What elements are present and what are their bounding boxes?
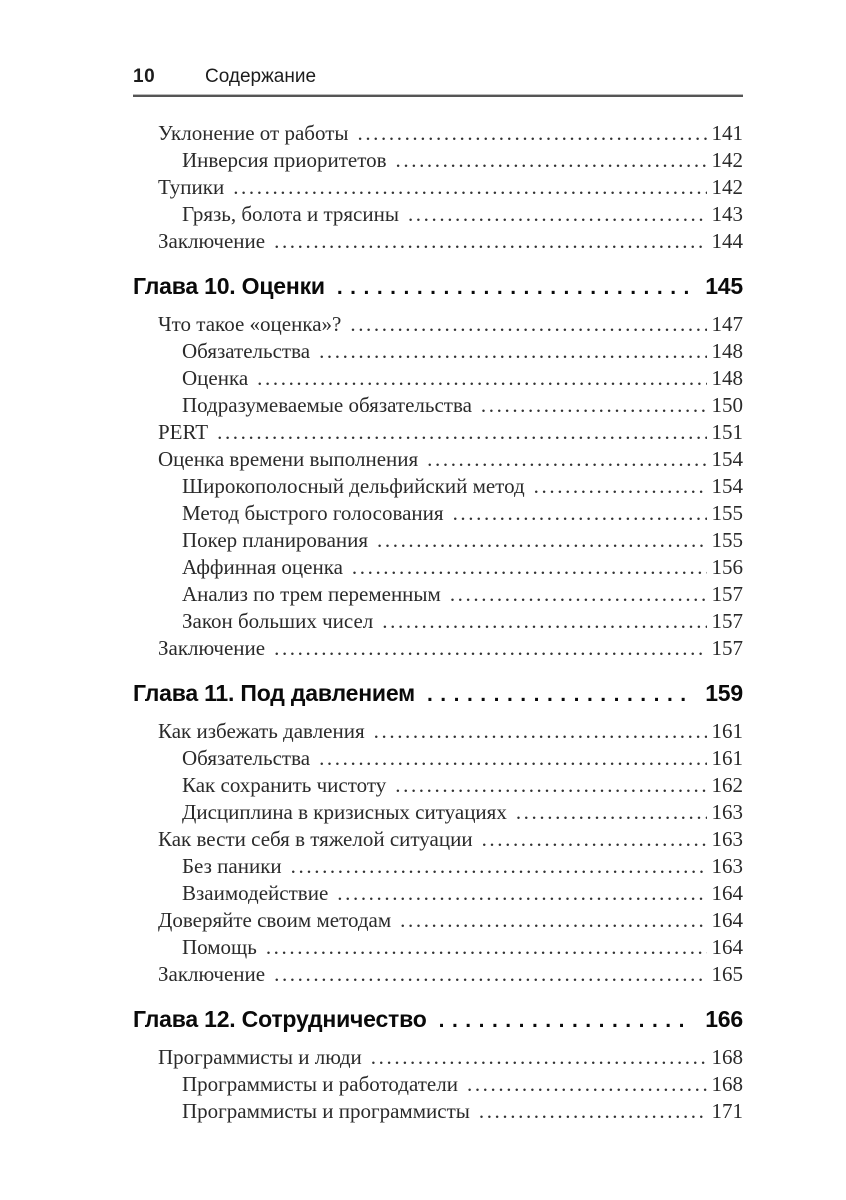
toc-entry-row <box>133 826 743 853</box>
dotted-leader <box>257 365 706 392</box>
dotted-leader <box>382 608 706 635</box>
toc-entry-title: PERT <box>158 420 209 444</box>
toc-entry-title: Инверсия приоритетов <box>182 148 387 172</box>
toc-entry-title: Как сохранить чистоту <box>182 773 387 797</box>
toc-entry-title: Покер планирования <box>182 528 369 552</box>
toc-page-number: 157 <box>711 582 743 606</box>
toc-entry-row <box>133 365 743 392</box>
toc-page-number: 142 <box>711 148 743 172</box>
dotted-leader <box>233 174 706 201</box>
dotted-leader <box>319 338 706 365</box>
toc-entry-row <box>133 1044 743 1071</box>
toc-chapter-row <box>133 272 743 302</box>
toc-entry-row <box>133 745 743 772</box>
dotted-leader <box>439 1005 690 1035</box>
dotted-leader <box>427 679 689 709</box>
toc-entry-row <box>133 853 743 880</box>
toc-chapter-title: Глава 12. Сотрудничество <box>133 1006 427 1032</box>
toc-entry-row <box>133 174 743 201</box>
dotted-leader <box>453 500 707 527</box>
toc-page-number: 161 <box>711 746 743 770</box>
toc-entry-title: Широкополосный дельфийский метод <box>182 474 525 498</box>
toc-entry-title: Подразумеваемые обязательства <box>182 393 472 417</box>
toc-entry-row <box>133 228 743 255</box>
dotted-leader <box>377 527 706 554</box>
toc-entry-title: Обязательства <box>182 746 311 770</box>
toc-page-number: 155 <box>711 528 743 552</box>
toc-page-number: 157 <box>711 609 743 633</box>
dotted-leader <box>481 392 707 419</box>
dotted-leader <box>274 961 706 988</box>
toc-page-number: 163 <box>711 827 743 851</box>
toc-entry-title: Как избежать давления <box>158 719 365 743</box>
dotted-leader <box>337 272 689 302</box>
toc-page-number: 171 <box>711 1099 743 1123</box>
toc-page-number: 163 <box>711 800 743 824</box>
toc-page-number: 143 <box>711 202 743 226</box>
toc-page-number: 154 <box>711 447 743 471</box>
dotted-leader <box>217 419 706 446</box>
toc-entry-row <box>133 934 743 961</box>
toc-page-number: 154 <box>711 474 743 498</box>
page-header <box>133 66 743 88</box>
toc-entry-title: Программисты и люди <box>158 1045 362 1069</box>
toc-page-number: 148 <box>711 366 743 390</box>
toc-entry-row <box>133 338 743 365</box>
toc-page-number: 157 <box>711 636 743 660</box>
dotted-leader <box>516 799 707 826</box>
toc-chapter-title: Глава 11. Под давлением <box>133 680 415 706</box>
dotted-leader <box>400 907 706 934</box>
toc-entry-row <box>133 147 743 174</box>
toc-entry-title: Взаимодействие <box>182 881 329 905</box>
toc-entry-row <box>133 500 743 527</box>
toc-page-number: 151 <box>711 420 743 444</box>
toc-entry-row <box>133 554 743 581</box>
dotted-leader <box>266 934 707 961</box>
toc-page-number: 162 <box>711 773 743 797</box>
toc-entry-title: Метод быстрого голосования <box>182 501 444 525</box>
toc-entry-title: Заключение <box>158 229 266 253</box>
dotted-leader <box>479 1098 707 1125</box>
toc-entry-title: Оценка <box>182 366 249 390</box>
toc-entry-row <box>133 419 743 446</box>
header-rule <box>133 95 743 97</box>
toc-entry-title: Помощь <box>182 935 257 959</box>
toc-entry-row <box>133 799 743 826</box>
toc-page-number: 150 <box>711 393 743 417</box>
toc-entry-row <box>133 961 743 988</box>
toc-page-number: 165 <box>711 962 743 986</box>
toc-entry-title: Уклонение от работы <box>158 121 349 145</box>
toc-entry-row <box>133 473 743 500</box>
toc-entry-title: Программисты и работодатели <box>182 1072 458 1096</box>
toc-entry-title: Закон больших чисел <box>182 609 374 633</box>
toc-entry-row <box>133 311 743 338</box>
toc-page-number: 148 <box>711 339 743 363</box>
toc-chapter-title: Глава 10. Оценки <box>133 273 325 299</box>
toc-page-number: 163 <box>711 854 743 878</box>
toc-page-number: 161 <box>711 719 743 743</box>
dotted-leader <box>482 826 707 853</box>
toc-entry-row <box>133 120 743 147</box>
toc-entry-title: Оценка времени выполнения <box>158 447 419 471</box>
toc-chapter-row <box>133 679 743 709</box>
toc-page-number: 145 <box>705 273 743 299</box>
dotted-leader <box>374 718 707 745</box>
toc-entry-row <box>133 907 743 934</box>
toc-entry-title: Программисты и программисты <box>182 1099 470 1123</box>
toc-entry-title: Заключение <box>158 962 266 986</box>
dotted-leader <box>357 120 706 147</box>
toc-entry-row <box>133 608 743 635</box>
toc-entry-title: Дисциплина в кризисных ситуациях <box>182 800 507 824</box>
toc-entry-title: Грязь, болота и трясины <box>182 202 399 226</box>
toc-entry-row <box>133 1098 743 1125</box>
header-title: Содержание <box>205 66 317 87</box>
dotted-leader <box>371 1044 707 1071</box>
toc-page-number: 164 <box>711 881 743 905</box>
dotted-leader <box>395 772 706 799</box>
dotted-leader <box>274 635 706 662</box>
toc-page-number: 164 <box>711 935 743 959</box>
toc-page-number: 164 <box>711 908 743 932</box>
dotted-leader <box>319 745 706 772</box>
toc-entry-title: Аффинная оценка <box>182 555 343 579</box>
toc-entry-title: Что такое «оценка»? <box>158 312 342 336</box>
toc-page-number: 141 <box>711 121 743 145</box>
toc-page-number: 168 <box>711 1045 743 1069</box>
toc-entry-title: Доверяйте своим методам <box>158 908 392 932</box>
toc-page-number: 166 <box>705 1006 743 1032</box>
toc-entry-row <box>133 527 743 554</box>
toc-entry-row <box>133 772 743 799</box>
toc-entry-row <box>133 201 743 228</box>
dotted-leader <box>450 581 707 608</box>
toc-chapter-row <box>133 1005 743 1035</box>
toc-entry-title: Без паники <box>182 854 282 878</box>
dotted-leader <box>427 446 706 473</box>
toc-entry-title: Тупики <box>158 175 225 199</box>
toc-entry-row <box>133 635 743 662</box>
toc-list <box>133 120 743 1125</box>
dotted-leader <box>352 554 707 581</box>
toc-entry-row <box>133 718 743 745</box>
toc-page-number: 142 <box>711 175 743 199</box>
toc-entry-row <box>133 392 743 419</box>
dotted-leader <box>467 1071 707 1098</box>
toc-page-number: 147 <box>711 312 743 336</box>
dotted-leader <box>534 473 707 500</box>
dotted-leader <box>350 311 706 338</box>
dotted-leader <box>291 853 707 880</box>
page-number: 10 <box>133 66 156 87</box>
toc-page-number: 159 <box>705 680 743 706</box>
dotted-leader <box>396 147 707 174</box>
toc-page-number: 168 <box>711 1072 743 1096</box>
toc-entry-row <box>133 880 743 907</box>
toc-page-number: 144 <box>711 229 743 253</box>
toc-entry-title: Заключение <box>158 636 266 660</box>
dotted-leader <box>274 228 706 255</box>
dotted-leader <box>337 880 706 907</box>
toc-entry-title: Анализ по трем переменным <box>182 582 441 606</box>
toc-entry-title: Как вести себя в тяжелой ситуации <box>158 827 473 851</box>
toc-page-number: 156 <box>711 555 743 579</box>
toc-entry-title: Обязательства <box>182 339 311 363</box>
toc-entry-row <box>133 581 743 608</box>
dotted-leader <box>408 201 707 228</box>
toc-entry-row <box>133 446 743 473</box>
toc-page-number: 155 <box>711 501 743 525</box>
toc-entry-row <box>133 1071 743 1098</box>
